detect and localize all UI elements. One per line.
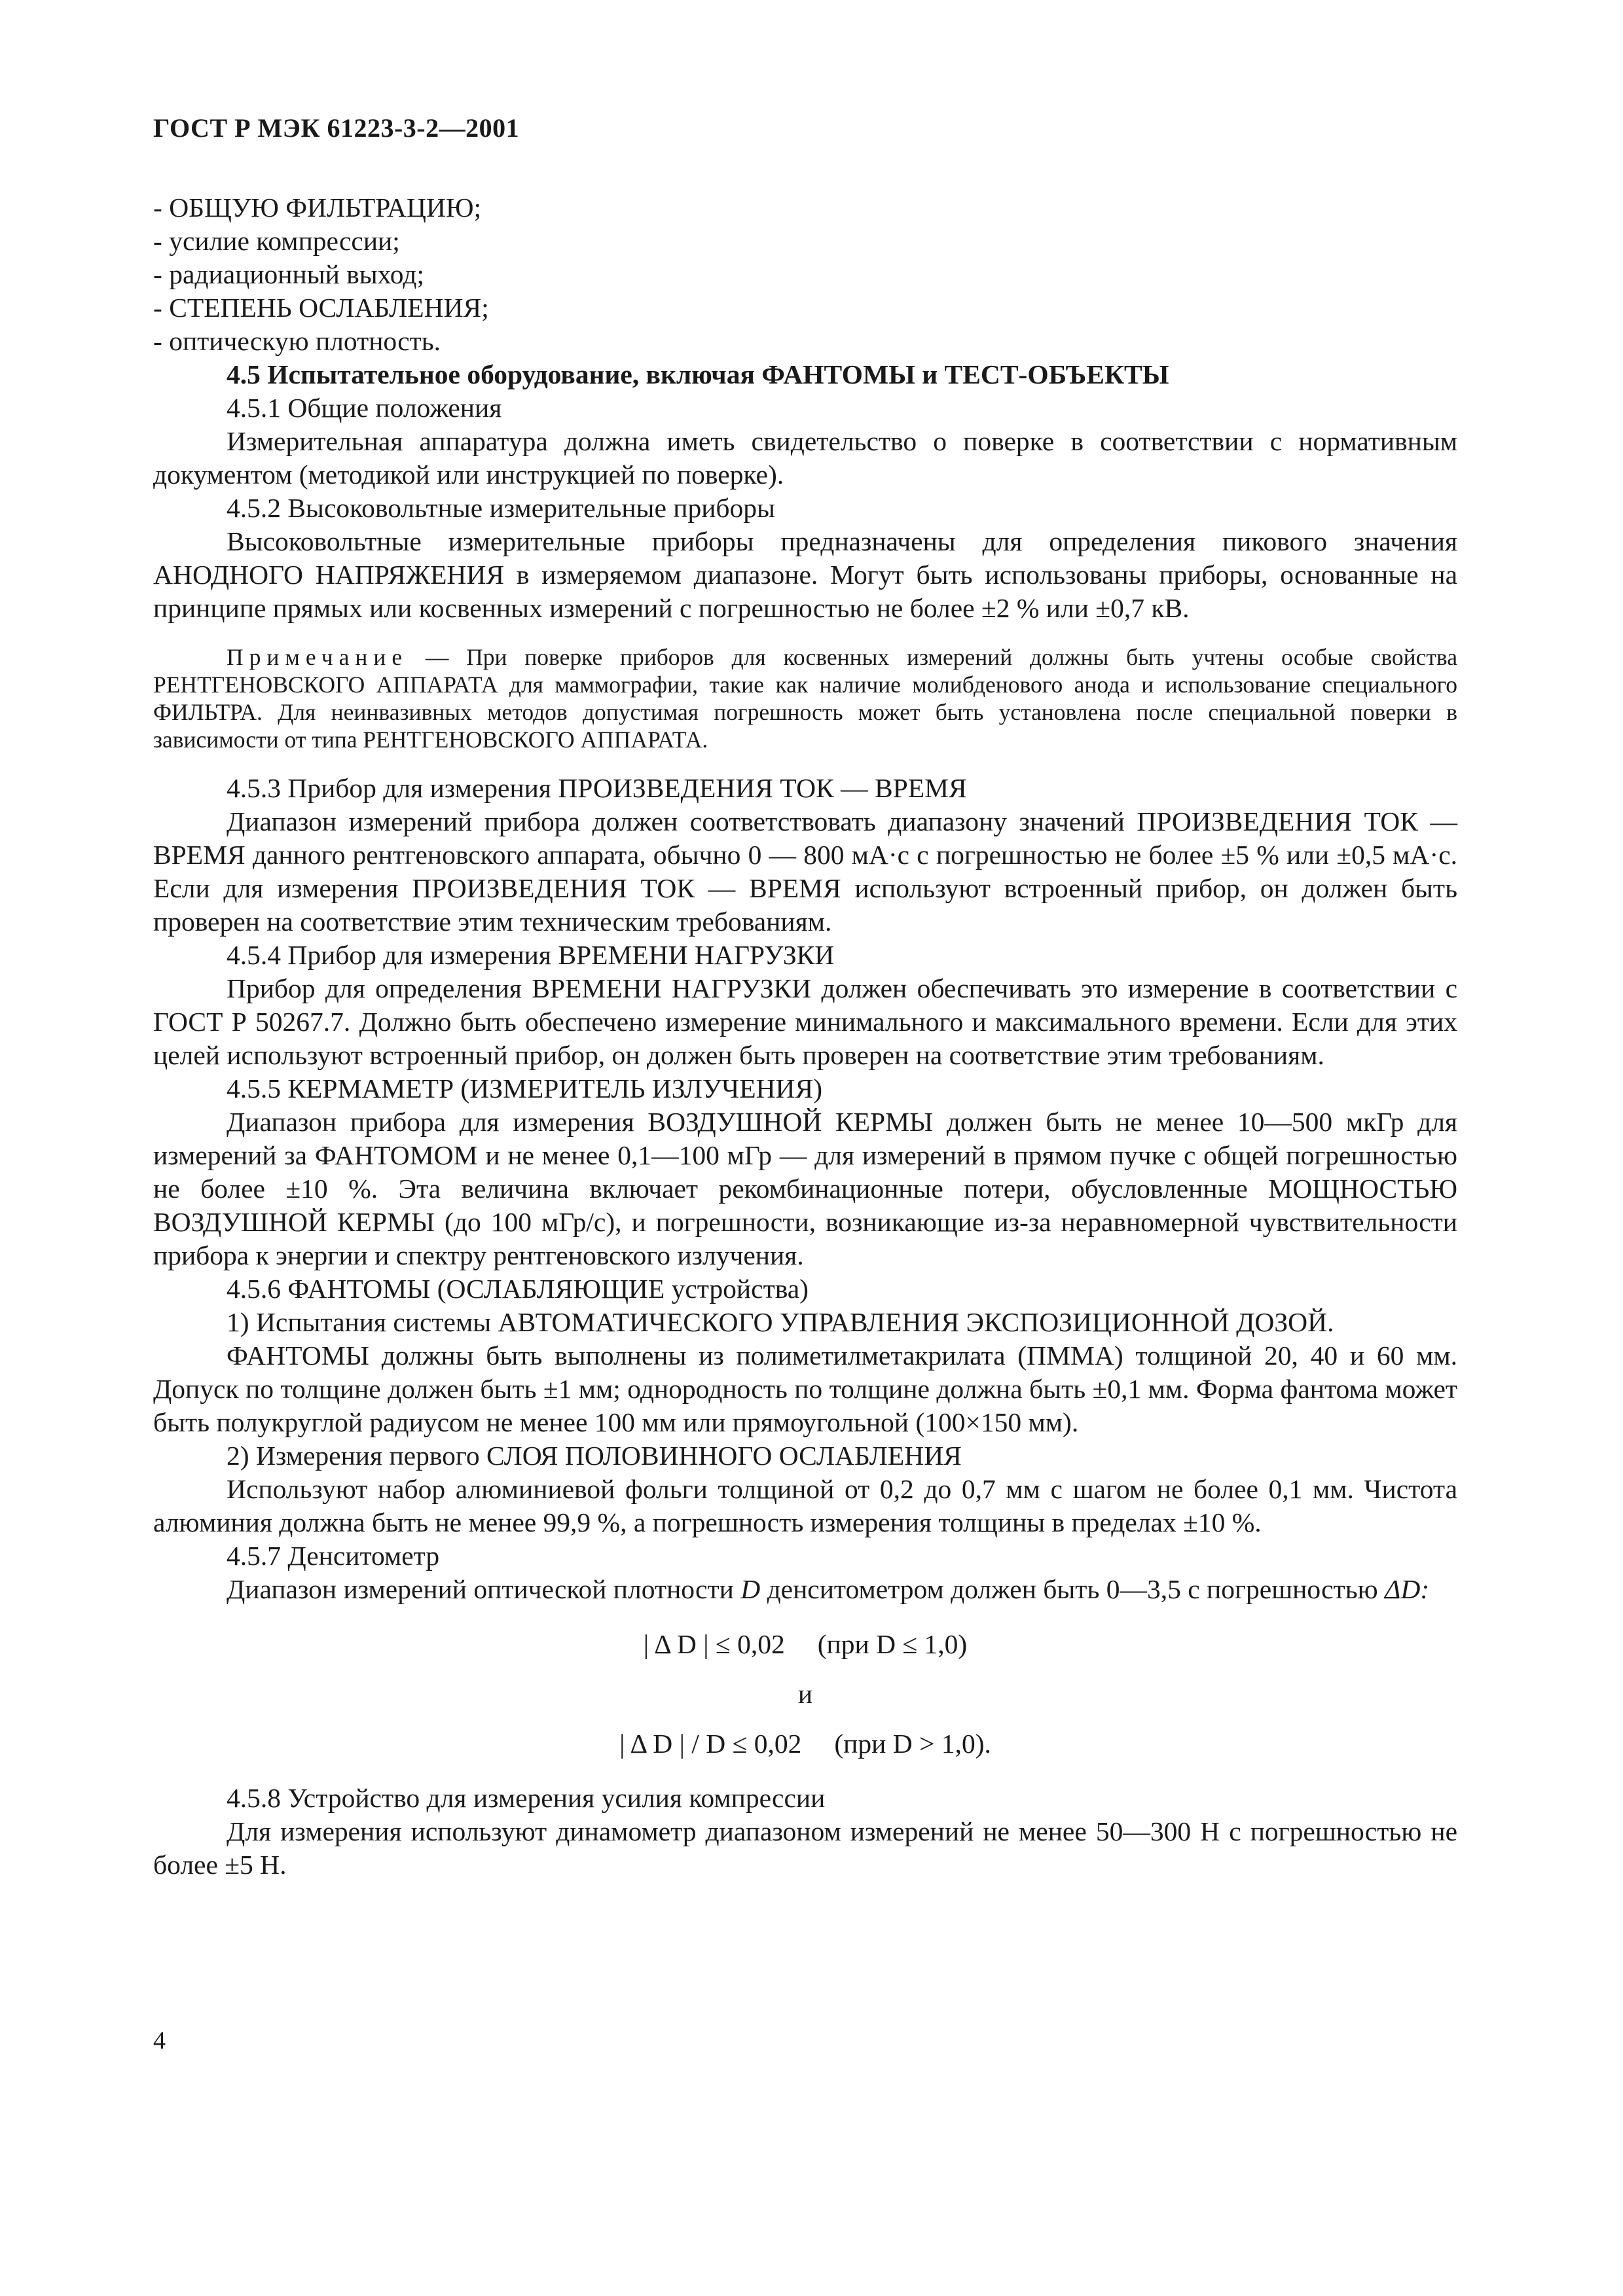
formula-expression: | Δ D | ≤ 0,02 xyxy=(643,1629,785,1659)
section-item-4-5-6-2: 2) Измерения первого СЛОЯ ПОЛОВИННОГО ОСЛАБЛЕНИЯ xyxy=(227,1441,962,1471)
variable-delta-d: ΔD: xyxy=(1385,1574,1430,1604)
section-heading-4-5-3: 4.5.3 Прибор для измерения ПРОИЗВЕДЕНИЯ ТОК — ВРЕМЯ xyxy=(227,773,967,803)
list-item: - радиационный выход; xyxy=(153,259,425,289)
formula-block xyxy=(153,1619,1457,1768)
section-text-4-5-8: Для измерения используют динамометр диапазоном измерений не менее 50—300 Н с погрешностью не более ±5 Н. xyxy=(153,1816,1457,1880)
section-heading-4-5-5: 4.5.5 КЕРМАМЕТР (ИЗМЕРИТЕЛЬ ИЗЛУЧЕНИЯ) xyxy=(227,1073,823,1103)
section-text-4-5-3: Диапазон измерений прибора должен соответствовать диапазону значений ПРОИЗВЕДЕНИЯ ТОК — ВРЕМЯ данного рентгеновского аппарата, обычно 0 — 800 мА·с с погрешностью не более ±5 % или ±0,5 мА·с. Если для измерения ПРОИЗВЕДЕНИЯ ТОК — ВРЕМЯ используют встроенный прибор, он должен быть проверен на соответствие этим техническим требованиям. xyxy=(153,806,1457,937)
variable-d: D xyxy=(740,1574,761,1604)
section-text-4-5-5: Диапазон прибора для измерения ВОЗДУШНОЙ КЕРМЫ должен быть не менее 10—500 мкГр для измерений за ФАНТОМОМ и не менее 0,1—100 мГр — для измерений в прямом пучке с общей погрешностью не более ±10 %. Эта величина включает рекомбинационные потери, обусловленные МОЩНОСТЬЮ ВОЗДУШНОЙ КЕРМЫ (до 100 мГр/с), и погрешности, возникающие из-за неравномерной чувствительности прибора к энергии и спектру рентгеновского излучения. xyxy=(153,1107,1457,1270)
section-text-4-5-6-1: ФАНТОМЫ должны быть выполнены из полиметилметакрилата (ПММА) толщиной 20, 40 и 60 мм. Допуск по толщине должен быть ±1 мм; однородность по толщине должна быть ±0,1 мм. Форма фантома может быть полукруглой радиусом не менее 100 мм или прямоугольной (100×150 мм). xyxy=(153,1340,1457,1437)
formula-condition: (при D > 1,0). xyxy=(834,1729,991,1759)
section-text-4-5-2: Высоковольтные измерительные приборы предназначены для определения пикового значения АНОДНОГО НАПРЯЖЕНИЯ в измеряемом диапазоне. Могут быть использованы приборы, основанные на принципе прямых или косвенных измерений с погрешностью не более ±2 % или ±0,7 кВ. xyxy=(153,526,1457,623)
section-text-4-5-6-2: Используют набор алюминиевой фольги толщиной от 0,2 до 0,7 мм с шагом не более 0,1 мм. Чистота алюминия должна быть не менее 99,9 %, а погрешность измерения толщины в пределах ±10 %. xyxy=(153,1474,1457,1537)
formula-line-2 xyxy=(153,1719,1457,1768)
section-heading-4-5-1: 4.5.1 Общие положения xyxy=(227,393,502,423)
text-fragment: Диапазон измерений оптической плотности xyxy=(227,1574,741,1604)
note-label: Примечание xyxy=(227,644,409,670)
section-heading-4-5-7: 4.5.7 Денситометр xyxy=(227,1541,440,1571)
formula-connector: и xyxy=(797,1679,813,1709)
note-text: — При поверке приборов для косвенных измерений должны быть учтены особые свойства РЕНТГЕНОВСКОГО АППАРАТА для маммографии, такие как наличие молибденового анода и использование специального ФИЛЬТРА. Для неинвазивных методов допустимая погрешность может быть установлена после специальной поверки в зависимости от типа РЕНТГЕНОВСКОГО АППАРАТА. xyxy=(153,644,1457,753)
page-number: 4 xyxy=(153,2027,166,2054)
list-item: - СТЕПЕНЬ ОСЛАБЛЕНИЯ; xyxy=(153,293,489,323)
section-text-4-5-1: Измерительная аппаратура должна иметь свидетельство о поверке в соответствии с нормативным документом (методикой или инструкцией по поверке). xyxy=(153,426,1457,490)
section-item-4-5-6-1: 1) Испытания системы АВТОМАТИЧЕСКОГО УПРАВЛЕНИЯ ЭКСПОЗИЦИОННОЙ ДОЗОЙ. xyxy=(227,1307,1334,1337)
section-heading-4-5-8: 4.5.8 Устройство для измерения усилия компрессии xyxy=(227,1783,826,1813)
formula-line-1 xyxy=(153,1619,1457,1669)
section-heading-4-5: 4.5 Испытательное оборудование, включая ФАНТОМЫ и ТЕСТ-ОБЪЕКТЫ xyxy=(227,359,1169,389)
document-header: ГОСТ Р МЭК 61223-3-2—2001 xyxy=(153,113,520,143)
list-item: - оптическую плотность. xyxy=(153,326,441,356)
section-heading-4-5-2: 4.5.2 Высоковольтные измерительные приборы xyxy=(227,493,775,523)
section-text-4-5-7 xyxy=(153,1573,1457,1606)
section-heading-4-5-6: 4.5.6 ФАНТОМЫ (ОСЛАБЛЯЮЩИЕ устройства) xyxy=(227,1274,809,1304)
note-paragraph xyxy=(153,643,1457,753)
section-text-4-5-4: Прибор для определения ВРЕМЕНИ НАГРУЗКИ должен обеспечивать это измерение в соответствии с ГОСТ Р 50267.7. Должно быть обеспечено измерение минимального и максимального времени. Если для этих целей используют встроенный прибор, он должен быть проверен на соответствие этим требованиям. xyxy=(153,973,1457,1070)
document-body xyxy=(153,191,1457,1882)
list-item: - усилие компрессии; xyxy=(153,226,400,256)
section-heading-4-5-4: 4.5.4 Прибор для измерения ВРЕМЕНИ НАГРУЗКИ xyxy=(227,940,835,970)
formula-condition: (при D ≤ 1,0) xyxy=(817,1629,968,1659)
list-item: - ОБЩУЮ ФИЛЬТРАЦИЮ; xyxy=(153,192,482,223)
formula-expression: | Δ D | / D ≤ 0,02 xyxy=(619,1729,802,1759)
text-fragment: денситометром должен быть 0—3,5 с погрешностью xyxy=(760,1574,1385,1604)
